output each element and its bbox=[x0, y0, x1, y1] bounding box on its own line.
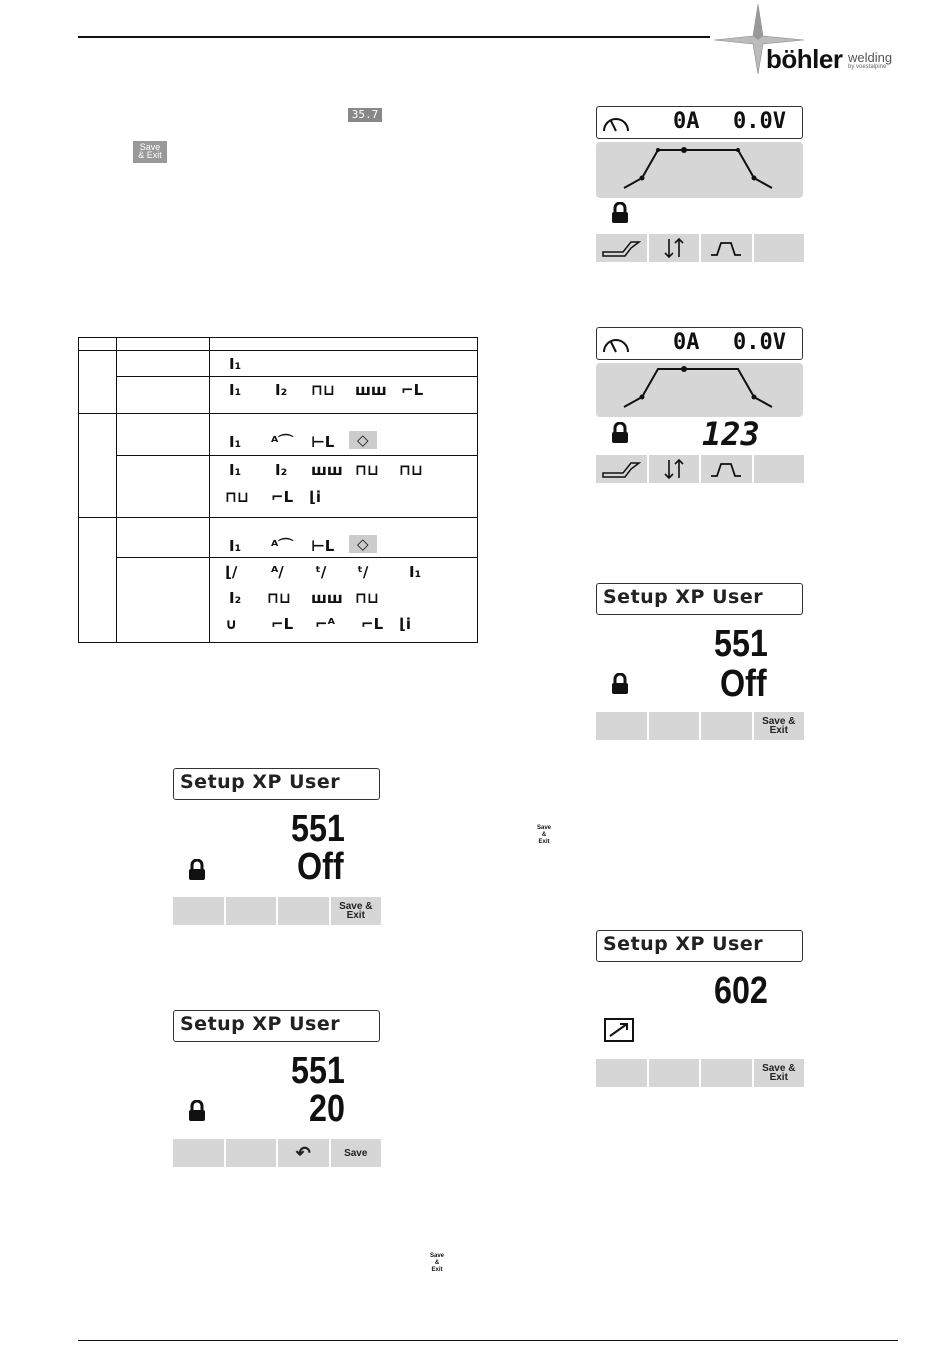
symbol: ꟺꟺ bbox=[355, 381, 387, 399]
voltage-readout: 0.0V bbox=[733, 330, 786, 355]
empty-softkey[interactable] bbox=[754, 234, 805, 262]
symbol: ᴬ⌒ bbox=[271, 433, 294, 451]
save-word: Save bbox=[429, 1253, 444, 1259]
display-value-icon bbox=[348, 108, 382, 122]
symbol: ᴬ∕ bbox=[271, 563, 284, 581]
lock-icon bbox=[610, 422, 630, 444]
symbol-highlighted: ◇ bbox=[349, 431, 377, 449]
symbol: ⊢L bbox=[311, 537, 335, 555]
footer-rule bbox=[78, 1340, 898, 1341]
softkey-bar bbox=[173, 1139, 381, 1167]
symbol: ⊓⊔ bbox=[355, 589, 379, 607]
parameter-value: 123 bbox=[702, 415, 760, 453]
parameter-number: 551 bbox=[291, 808, 345, 850]
symbol: ⌐L bbox=[271, 488, 294, 506]
torch-icon bbox=[601, 238, 641, 258]
brand-name: böhler bbox=[766, 44, 843, 74]
symbol: I₁ bbox=[229, 433, 242, 451]
waveform-icon bbox=[596, 363, 803, 417]
symbol: ⌊i bbox=[309, 488, 321, 506]
save-button[interactable]: Save bbox=[331, 1139, 382, 1167]
setup-panel-right-1 bbox=[596, 583, 804, 741]
torch-softkey[interactable] bbox=[596, 234, 647, 262]
pulse-softkey[interactable] bbox=[701, 234, 752, 262]
softkey-2[interactable] bbox=[226, 1139, 277, 1167]
torch-icon bbox=[601, 459, 641, 479]
softkey-3[interactable] bbox=[701, 712, 752, 740]
setup-panel-left-2 bbox=[173, 1010, 381, 1168]
setup-panel-right-2 bbox=[596, 930, 804, 1088]
torch-softkey[interactable] bbox=[596, 455, 647, 483]
save-exit-button[interactable]: Save & Exit bbox=[754, 712, 805, 740]
save-exit-text-icon-2 bbox=[427, 1253, 447, 1274]
ramp-icon bbox=[604, 1018, 634, 1042]
symbol: ꟺꟺ bbox=[311, 589, 343, 607]
empty-softkey[interactable] bbox=[754, 455, 805, 483]
parameter-number: 602 bbox=[714, 970, 768, 1012]
symbol-highlighted: ◇ bbox=[349, 535, 377, 553]
symbol: ⊓⊔ bbox=[399, 461, 423, 479]
symbol: ⊓⊔ bbox=[311, 381, 335, 399]
save-exit-button[interactable]: Save & Exit bbox=[331, 897, 382, 925]
symbol: I₂ bbox=[275, 461, 288, 479]
symbol: ꟺꟺ bbox=[311, 461, 343, 479]
current-readout: 0A bbox=[673, 330, 700, 355]
save-exit-text-icon bbox=[534, 825, 554, 846]
pulse-icon bbox=[709, 460, 743, 478]
softkey-2[interactable] bbox=[649, 712, 700, 740]
softkey-2[interactable] bbox=[226, 897, 277, 925]
symbol: I₁ bbox=[229, 461, 242, 479]
symbol: I₁ bbox=[229, 537, 242, 555]
symbol: I₁ bbox=[409, 563, 422, 581]
softkey-bar bbox=[596, 712, 804, 740]
symbol: ⊓⊔ bbox=[355, 461, 379, 479]
softkey-bar bbox=[596, 234, 804, 262]
pulse-softkey[interactable] bbox=[701, 455, 752, 483]
header-rule bbox=[78, 36, 710, 38]
waveform-display bbox=[596, 363, 803, 417]
softkey-bar bbox=[173, 897, 381, 925]
softkey-bar bbox=[596, 1059, 804, 1087]
waveform-display bbox=[596, 142, 803, 198]
parameter-number: 551 bbox=[291, 1050, 345, 1092]
display-value: 35.7 bbox=[351, 108, 379, 121]
waveform-icon bbox=[596, 142, 803, 198]
parameter-value: 20 bbox=[309, 1088, 345, 1130]
softkey-bar bbox=[596, 455, 804, 483]
symbol: ⌊i bbox=[399, 615, 411, 633]
gauge-icon bbox=[601, 332, 631, 356]
parameter-table bbox=[78, 337, 478, 643]
symbol: I₂ bbox=[275, 381, 288, 399]
softkey-1[interactable] bbox=[173, 1139, 224, 1167]
panel-title: Setup XP User bbox=[596, 930, 803, 962]
up-down-icon bbox=[662, 237, 686, 259]
trigger-mode-softkey[interactable] bbox=[649, 455, 700, 483]
lock-icon bbox=[610, 673, 630, 695]
brand-tag: by voestalpine bbox=[848, 64, 887, 70]
exit-word: Exit bbox=[431, 1267, 443, 1273]
symbol: ⌊∕ bbox=[225, 563, 238, 581]
panel-title: Setup XP User bbox=[173, 1010, 380, 1042]
amp-word: & bbox=[434, 1260, 440, 1266]
brand-sub: welding bbox=[848, 50, 893, 65]
amp-word: & bbox=[541, 832, 547, 838]
meter-panel-1 bbox=[596, 106, 804, 264]
lock-icon bbox=[187, 1100, 207, 1122]
meter-panel-2 bbox=[596, 327, 804, 485]
lock-icon bbox=[610, 202, 630, 224]
softkey-3[interactable] bbox=[278, 897, 329, 925]
symbol: ⊓⊔ bbox=[267, 589, 291, 607]
symbol: I₁ bbox=[229, 381, 242, 399]
symbol: ⌐ᴬ bbox=[315, 615, 335, 633]
symbol: ⌐L bbox=[361, 615, 384, 633]
save-word: Save bbox=[536, 825, 551, 831]
voltage-readout: 0.0V bbox=[733, 109, 786, 134]
softkey-2[interactable] bbox=[649, 1059, 700, 1087]
softkey-1[interactable] bbox=[596, 1059, 647, 1087]
pulse-icon bbox=[709, 239, 743, 257]
symbol: ⊢L bbox=[311, 433, 335, 451]
symbol: ∪ bbox=[225, 615, 238, 633]
symbol: ᴬ⌒ bbox=[271, 537, 294, 555]
lock-icon bbox=[187, 859, 207, 881]
parameter-value: Off bbox=[720, 663, 767, 705]
parameter-number: 551 bbox=[714, 623, 768, 665]
current-readout: 0A bbox=[673, 109, 700, 134]
symbol: ⊓⊔ bbox=[225, 488, 249, 506]
symbol: I₂ bbox=[229, 589, 242, 607]
symbol: I₁ bbox=[229, 355, 242, 373]
symbol: ⌐L bbox=[401, 381, 424, 399]
meter-bar bbox=[596, 106, 803, 139]
softkey-1[interactable] bbox=[596, 712, 647, 740]
exit-label: & Exit bbox=[138, 150, 162, 160]
panel-title: Setup XP User bbox=[596, 583, 803, 615]
symbol: ᵗ∕ bbox=[315, 563, 327, 581]
symbol: ᵗ∕ bbox=[357, 563, 369, 581]
panel-title: Setup XP User bbox=[173, 768, 380, 800]
softkey-3[interactable] bbox=[701, 1059, 752, 1087]
undo-button[interactable]: ↶ bbox=[278, 1139, 329, 1167]
symbol: ⌐L bbox=[271, 615, 294, 633]
gauge-icon bbox=[601, 111, 631, 135]
exit-word: Exit bbox=[538, 839, 550, 845]
parameter-value: Off bbox=[297, 846, 344, 888]
save-exit-inline-icon bbox=[133, 141, 167, 163]
setup-panel-left-1 bbox=[173, 768, 381, 926]
softkey-1[interactable] bbox=[173, 897, 224, 925]
meter-bar bbox=[596, 327, 803, 360]
up-down-icon bbox=[662, 458, 686, 480]
save-label: Save bbox=[139, 142, 161, 152]
trigger-mode-softkey[interactable] bbox=[649, 234, 700, 262]
save-exit-button[interactable]: Save & Exit bbox=[754, 1059, 805, 1087]
